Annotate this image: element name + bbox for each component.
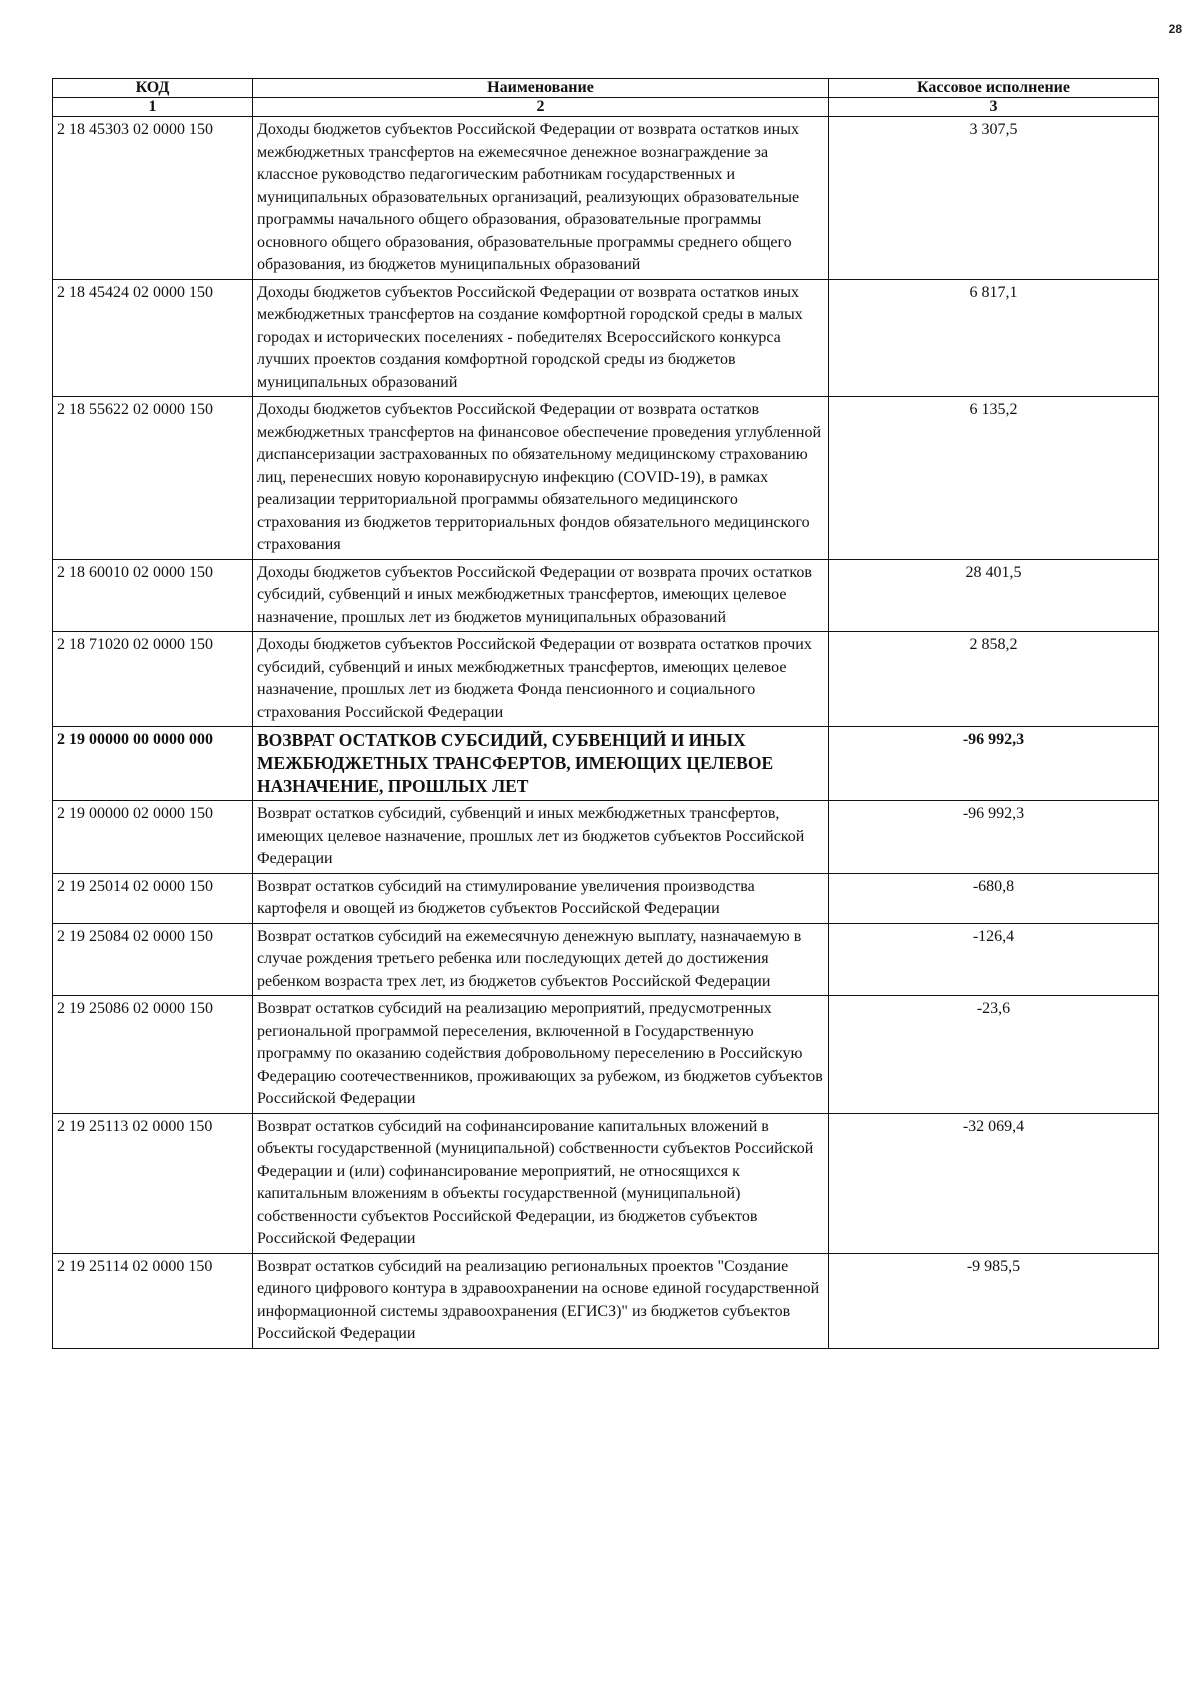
row-name: Возврат остатков субсидий на стимулирование увеличения производства картофеля и овощей из бюджетов субъектов Российской Федерации <box>253 873 829 923</box>
header-number-3: 3 <box>829 98 1159 117</box>
table-header-numbers-row <box>53 98 1159 117</box>
row-name: Возврат остатков субсидий на ежемесячную денежную выплату, назначаемую в случае рождения третьего ребенка или последующих детей до достижения ребенком возраста трех лет, из бюджетов субъектов Российской Федерации <box>253 923 829 996</box>
row-amount: -680,8 <box>829 873 1159 923</box>
table-row <box>53 873 1159 923</box>
row-amount: 2 858,2 <box>829 632 1159 727</box>
row-code: 2 18 60010 02 0000 150 <box>53 559 253 632</box>
row-amount: 6 817,1 <box>829 279 1159 397</box>
row-amount: -32 069,4 <box>829 1113 1159 1253</box>
row-amount: -23,6 <box>829 996 1159 1114</box>
header-number-2: 2 <box>253 98 829 117</box>
row-code: 2 18 45303 02 0000 150 <box>53 117 253 280</box>
header-amount: Кассовое исполнение <box>829 79 1159 98</box>
row-code: 2 19 25086 02 0000 150 <box>53 996 253 1114</box>
table-body <box>53 117 1159 1349</box>
header-name: Наименование <box>253 79 829 98</box>
row-code: 2 19 25114 02 0000 150 <box>53 1253 253 1348</box>
row-code: 2 18 55622 02 0000 150 <box>53 397 253 560</box>
table-header-row <box>53 79 1159 98</box>
table-row <box>53 1113 1159 1253</box>
row-name: Возврат остатков субсидий на софинансирование капитальных вложений в объекты государственной (муниципальной) собственности субъектов Российской Федерации и (или) софинансирование мероприятий, не относящихся к капитальным вложениям в объекты государственной (муниципальной) собственности субъектов Российской Федерации, из бюджетов субъектов Российской Федерации <box>253 1113 829 1253</box>
row-code: 2 19 25084 02 0000 150 <box>53 923 253 996</box>
table-row <box>53 397 1159 560</box>
table-row <box>53 727 1159 801</box>
header-code: КОД <box>53 79 253 98</box>
row-code: 2 19 25113 02 0000 150 <box>53 1113 253 1253</box>
row-code: 2 18 45424 02 0000 150 <box>53 279 253 397</box>
row-name: Доходы бюджетов субъектов Российской Федерации от возврата остатков иных межбюджетных трансфертов на создание комфортной городской среды в малых городах и исторических поселениях - победителях Всероссийского конкурса лучших проектов создания комфортной городской среды из бюджетов муниципальных образований <box>253 279 829 397</box>
row-name: Доходы бюджетов субъектов Российской Федерации от возврата остатков межбюджетных трансфертов на финансовое обеспечение проведения углубленной диспансеризации застрахованных по обязательному медицинскому страхованию лиц, перенесших новую коронавирусную инфекцию (COVID-19), в рамках реализации территориальной программы обязательного медицинского страхования из бюджетов территориальных фондов обязательного медицинского страхования <box>253 397 829 560</box>
table-row <box>53 632 1159 727</box>
table-row <box>53 1253 1159 1348</box>
row-amount: -96 992,3 <box>829 801 1159 874</box>
row-code: 2 19 00000 00 0000 000 <box>53 727 253 801</box>
table-row <box>53 801 1159 874</box>
table-row <box>53 996 1159 1114</box>
row-code: 2 19 25014 02 0000 150 <box>53 873 253 923</box>
row-amount: -9 985,5 <box>829 1253 1159 1348</box>
budget-table <box>52 78 1159 1349</box>
row-name: Доходы бюджетов субъектов Российской Федерации от возврата прочих остатков субсидий, субвенций и иных межбюджетных трансфертов, имеющих целевое назначение, прошлых лет из бюджетов муниципальных образований <box>253 559 829 632</box>
row-code: 2 19 00000 02 0000 150 <box>53 801 253 874</box>
row-amount: 3 307,5 <box>829 117 1159 280</box>
table-row <box>53 559 1159 632</box>
table-row <box>53 117 1159 280</box>
header-number-1: 1 <box>53 98 253 117</box>
row-name: Возврат остатков субсидий на реализацию мероприятий, предусмотренных региональной программой переселения, включенной в Государственную программу по оказанию содействия добровольному переселению в Российскую Федерацию соотечественников, проживающих за рубежом, из бюджетов субъектов Российской Федерации <box>253 996 829 1114</box>
row-amount: -126,4 <box>829 923 1159 996</box>
row-name: Доходы бюджетов субъектов Российской Федерации от возврата остатков прочих субсидий, субвенций и иных межбюджетных трансфертов, имеющих целевое назначение, прошлых лет из бюджета Фонда пенсионного и социального страхования Российской Федерации <box>253 632 829 727</box>
table-row <box>53 279 1159 397</box>
row-amount: 6 135,2 <box>829 397 1159 560</box>
row-name: ВОЗВРАТ ОСТАТКОВ СУБСИДИЙ, СУБВЕНЦИЙ И ИНЫХ МЕЖБЮДЖЕТНЫХ ТРАНСФЕРТОВ, ИМЕЮЩИХ ЦЕЛЕВОЕ НАЗНАЧЕНИЕ, ПРОШЛЫХ ЛЕТ <box>253 727 829 801</box>
row-code: 2 18 71020 02 0000 150 <box>53 632 253 727</box>
row-name: Доходы бюджетов субъектов Российской Федерации от возврата остатков иных межбюджетных трансфертов на ежемесячное денежное вознаграждение за классное руководство педагогическим работникам государственных и муниципальных образовательных организаций, реализующих образовательные программы начального общего образования, образовательные программы основного общего образования, образовательные программы среднего общего образования, из бюджетов муниципальных образований <box>253 117 829 280</box>
page-number: 28 <box>1168 22 1182 36</box>
row-amount: 28 401,5 <box>829 559 1159 632</box>
row-name: Возврат остатков субсидий на реализацию региональных проектов "Создание единого цифрового контура в здравоохранении на основе единой государственной информационной системы здравоохранения (ЕГИСЗ)" из бюджетов субъектов Российской Федерации <box>253 1253 829 1348</box>
table-row <box>53 923 1159 996</box>
row-amount: -96 992,3 <box>829 727 1159 801</box>
row-name: Возврат остатков субсидий, субвенций и иных межбюджетных трансфертов, имеющих целевое назначение, прошлых лет из бюджетов субъектов Российской Федерации <box>253 801 829 874</box>
